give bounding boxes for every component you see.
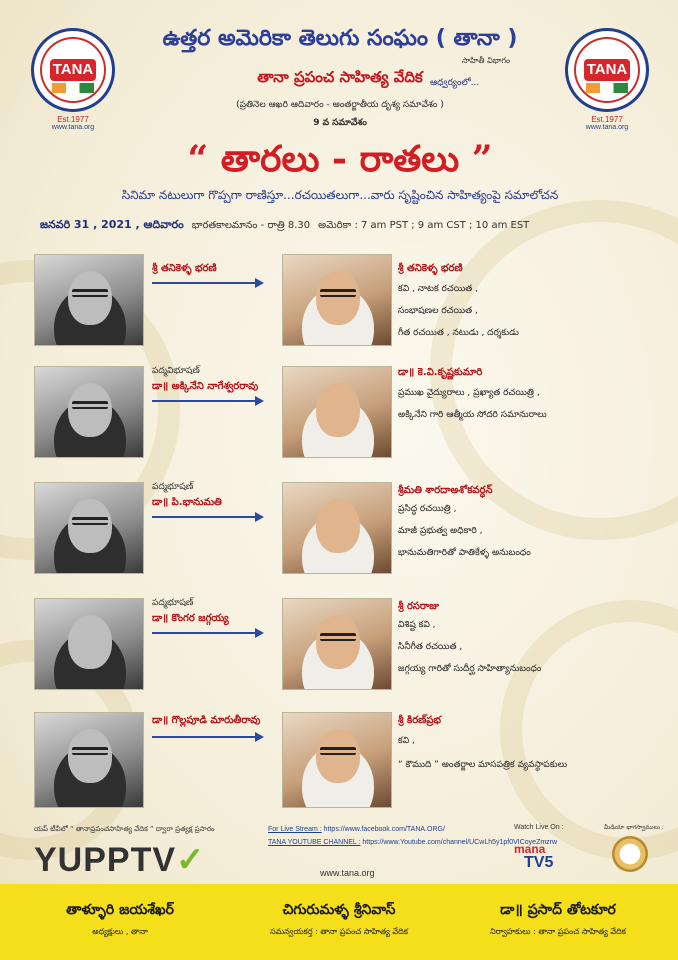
logo-site: www.tana.org bbox=[585, 124, 629, 131]
logo-word: TANA bbox=[584, 59, 630, 81]
arrow-icon bbox=[152, 632, 262, 634]
speaker-row bbox=[0, 366, 678, 466]
speaker-detail: గీత రచయిత , నటుడు , దర్శకుడు bbox=[398, 328, 519, 338]
auspices-label: ఆధ్వర్యంలో... bbox=[430, 78, 480, 88]
flags-icon bbox=[586, 83, 628, 93]
speaker-detail: ప్రముఖ వైద్యురాలు , ప్రఖ్యాత రచయిత్రి , bbox=[398, 388, 540, 398]
organizers-footer bbox=[0, 884, 678, 960]
media-partners-label: మీడియా భాగస్వాములు : bbox=[604, 824, 664, 831]
arrow-icon bbox=[152, 736, 262, 738]
organizer-role: అధ్యక్షులు , తానా bbox=[92, 927, 148, 936]
legend-name: డా॥ పి.భానుమతి bbox=[152, 497, 222, 508]
speaker-name: శ్రీ తనికెళ్ళ భరణి bbox=[398, 263, 463, 274]
speaker-photo bbox=[282, 482, 392, 574]
speaker-detail: కవి , నాటక రచయిత , bbox=[398, 284, 479, 294]
event-time-usa: అమెరికా : 7 am PST ; 9 am CST ; 10 am EST bbox=[318, 220, 530, 231]
legend-name: శ్రీ తనికెళ్ళ భరణి bbox=[152, 263, 217, 274]
media-partner-seal-icon bbox=[612, 836, 648, 872]
session-number: 9 వ సమావేశం bbox=[313, 118, 367, 128]
legend-photo bbox=[34, 482, 144, 574]
speaker-photo bbox=[282, 598, 392, 690]
speaker-detail: కవి , bbox=[398, 736, 415, 746]
speaker-row bbox=[0, 254, 678, 354]
legend-name: డా॥ గొల్లపూడి మారుతీరావు bbox=[152, 715, 261, 726]
arrow-icon bbox=[152, 400, 262, 402]
speaker-name: డా॥ కె.వి.కృష్ణకుమారి bbox=[398, 367, 483, 378]
mana-tv5-logo bbox=[512, 838, 572, 878]
organizer bbox=[458, 902, 658, 938]
event-datetime bbox=[40, 218, 640, 234]
legend-photo bbox=[34, 598, 144, 690]
event-date: జనవరి 31 , 2021 , ఆదివారం bbox=[40, 218, 184, 231]
legend-photo bbox=[34, 366, 144, 458]
event-time-ist: భారతకాలమానం - రాత్రి 8.30 bbox=[191, 220, 311, 231]
youtube-line bbox=[268, 839, 558, 846]
vedika-title: తానా ప్రపంచ సాహిత్య వేదిక bbox=[257, 68, 423, 86]
legend-title: పద్మభూషణ్ bbox=[152, 482, 194, 492]
yupp-caption: యప్ టీవీలో “ తానాప్రపంచసాహిత్య వేదిక ” ద్వారా ప్రత్యక్ష ప్రసారం bbox=[34, 825, 215, 833]
live-stream-label: For Live Stream : bbox=[268, 826, 322, 833]
legend-name: డా॥ కొంగర జగ్గయ్య bbox=[152, 613, 229, 624]
tana-seal-icon bbox=[31, 28, 115, 112]
tana-logo-left bbox=[18, 28, 128, 138]
speaker-photo bbox=[282, 254, 392, 346]
speaker-detail: జగ్గయ్య గారితో సుదీర్ఘ సాహిత్యానుబంధం bbox=[398, 664, 542, 674]
youtube-link[interactable]: https://www.Youtube.com/channel/UCwLh5y1pf0VICoyeZmzrw bbox=[362, 839, 558, 846]
legend-title: పద్మభూషణ్ bbox=[152, 598, 194, 608]
speaker-row bbox=[0, 712, 678, 812]
legend-title: పద్మవిభూషణ్ bbox=[152, 366, 200, 376]
organizer bbox=[239, 902, 439, 938]
tana-logo-right bbox=[552, 28, 662, 138]
checkmark-icon: ✓ bbox=[176, 841, 206, 879]
event-description: (ప్రతినెల ఆఖరి ఆదివారం - అంతర్జాతీయ దృశ్య సమావేశం ) bbox=[236, 100, 444, 110]
website-link[interactable]: www.tana.org bbox=[320, 868, 375, 878]
live-stream-line bbox=[268, 826, 498, 833]
legend-name: డా॥ అక్కినేని నాగేశ్వరరావు bbox=[152, 381, 259, 392]
youtube-label: TANA YOUTUBE CHANNEL : bbox=[268, 839, 361, 846]
speaker-detail: భానుమతిగారితో పాతికేళ్ళ అనుబంధం bbox=[398, 548, 531, 558]
speaker-detail: “ కౌముది ” అంతర్జాల మాసపత్రిక వ్యవస్థాపకులు bbox=[398, 760, 568, 770]
event-title: “ తారలు - రాతలు ” bbox=[187, 138, 493, 180]
organizer-name: తాళ్ళూరి జయశేఖర్ bbox=[66, 902, 174, 918]
org-title: ఉత్తర అమెరికా తెలుగు సంఘం ( తానా ) bbox=[162, 26, 518, 51]
speaker-detail: ప్రసిద్ధ రచయిత్రి , bbox=[398, 504, 457, 514]
flags-icon bbox=[52, 83, 94, 93]
yupptv-logo-text: YUPPTV bbox=[34, 841, 177, 879]
arrow-icon bbox=[152, 516, 262, 518]
speaker-name: శ్రీ కిరణ్‌ప్రభ bbox=[398, 715, 442, 726]
speaker-detail: సంభాషణల రచయిత , bbox=[398, 306, 478, 316]
yupptv-logo bbox=[34, 840, 206, 880]
logo-est: Est.1977 bbox=[57, 115, 89, 124]
speaker-name: శ్రీమతి శారదాఅశోకవర్ధన్ bbox=[398, 485, 493, 496]
speaker-detail: అక్కినేని గారి ఆత్మీయ సోదరి సమానురాలు bbox=[398, 410, 547, 420]
organizer-name: చిగురుమళ్ళ శ్రీనివాస్ bbox=[282, 902, 396, 918]
speaker-photo bbox=[282, 366, 392, 458]
logo-site: www.tana.org bbox=[51, 124, 95, 131]
facebook-link[interactable]: https://www.facebook.com/TANA.ORG/ bbox=[323, 826, 445, 833]
arrow-icon bbox=[152, 282, 262, 284]
speaker-name: శ్రీ రసరాజు bbox=[398, 601, 439, 612]
speaker-detail: మాజీ ప్రభుత్వ అధికారి , bbox=[398, 526, 483, 536]
tana-seal-icon bbox=[565, 28, 649, 112]
organizer bbox=[20, 902, 220, 938]
tv5-logo-text: TV5 bbox=[524, 854, 554, 871]
division-label: సాహితీ విభాగం bbox=[462, 56, 511, 65]
speaker-row bbox=[0, 598, 678, 698]
legend-photo bbox=[34, 712, 144, 808]
speaker-detail: సినీగీత రచయిత , bbox=[398, 642, 463, 652]
organizer-role: సమన్వయకర్త : తానా ప్రపంచ సాహిత్య వేదిక bbox=[270, 927, 408, 936]
logo-est: Est.1977 bbox=[591, 115, 623, 124]
speaker-detail: విశిష్ట కవి , bbox=[398, 620, 436, 630]
legend-photo bbox=[34, 254, 144, 346]
event-tagline: సినిమా నటులుగా గొప్పగా రాణిస్తూ...రచయితలుగా...వారు సృష్టించిన సాహిత్యంపై సమాలోచన bbox=[121, 188, 559, 202]
mana-logo-text: mana bbox=[514, 842, 546, 856]
speaker-row bbox=[0, 482, 678, 582]
organizer-role: నిర్వాహకులు : తానా ప్రపంచ సాహిత్య వేదిక bbox=[490, 927, 626, 936]
speaker-photo bbox=[282, 712, 392, 808]
organizer-name: డా॥ ప్రసాద్ తోటకూర bbox=[500, 902, 616, 918]
logo-word: TANA bbox=[50, 59, 96, 81]
watch-live-label: Watch Live On : bbox=[514, 824, 564, 831]
